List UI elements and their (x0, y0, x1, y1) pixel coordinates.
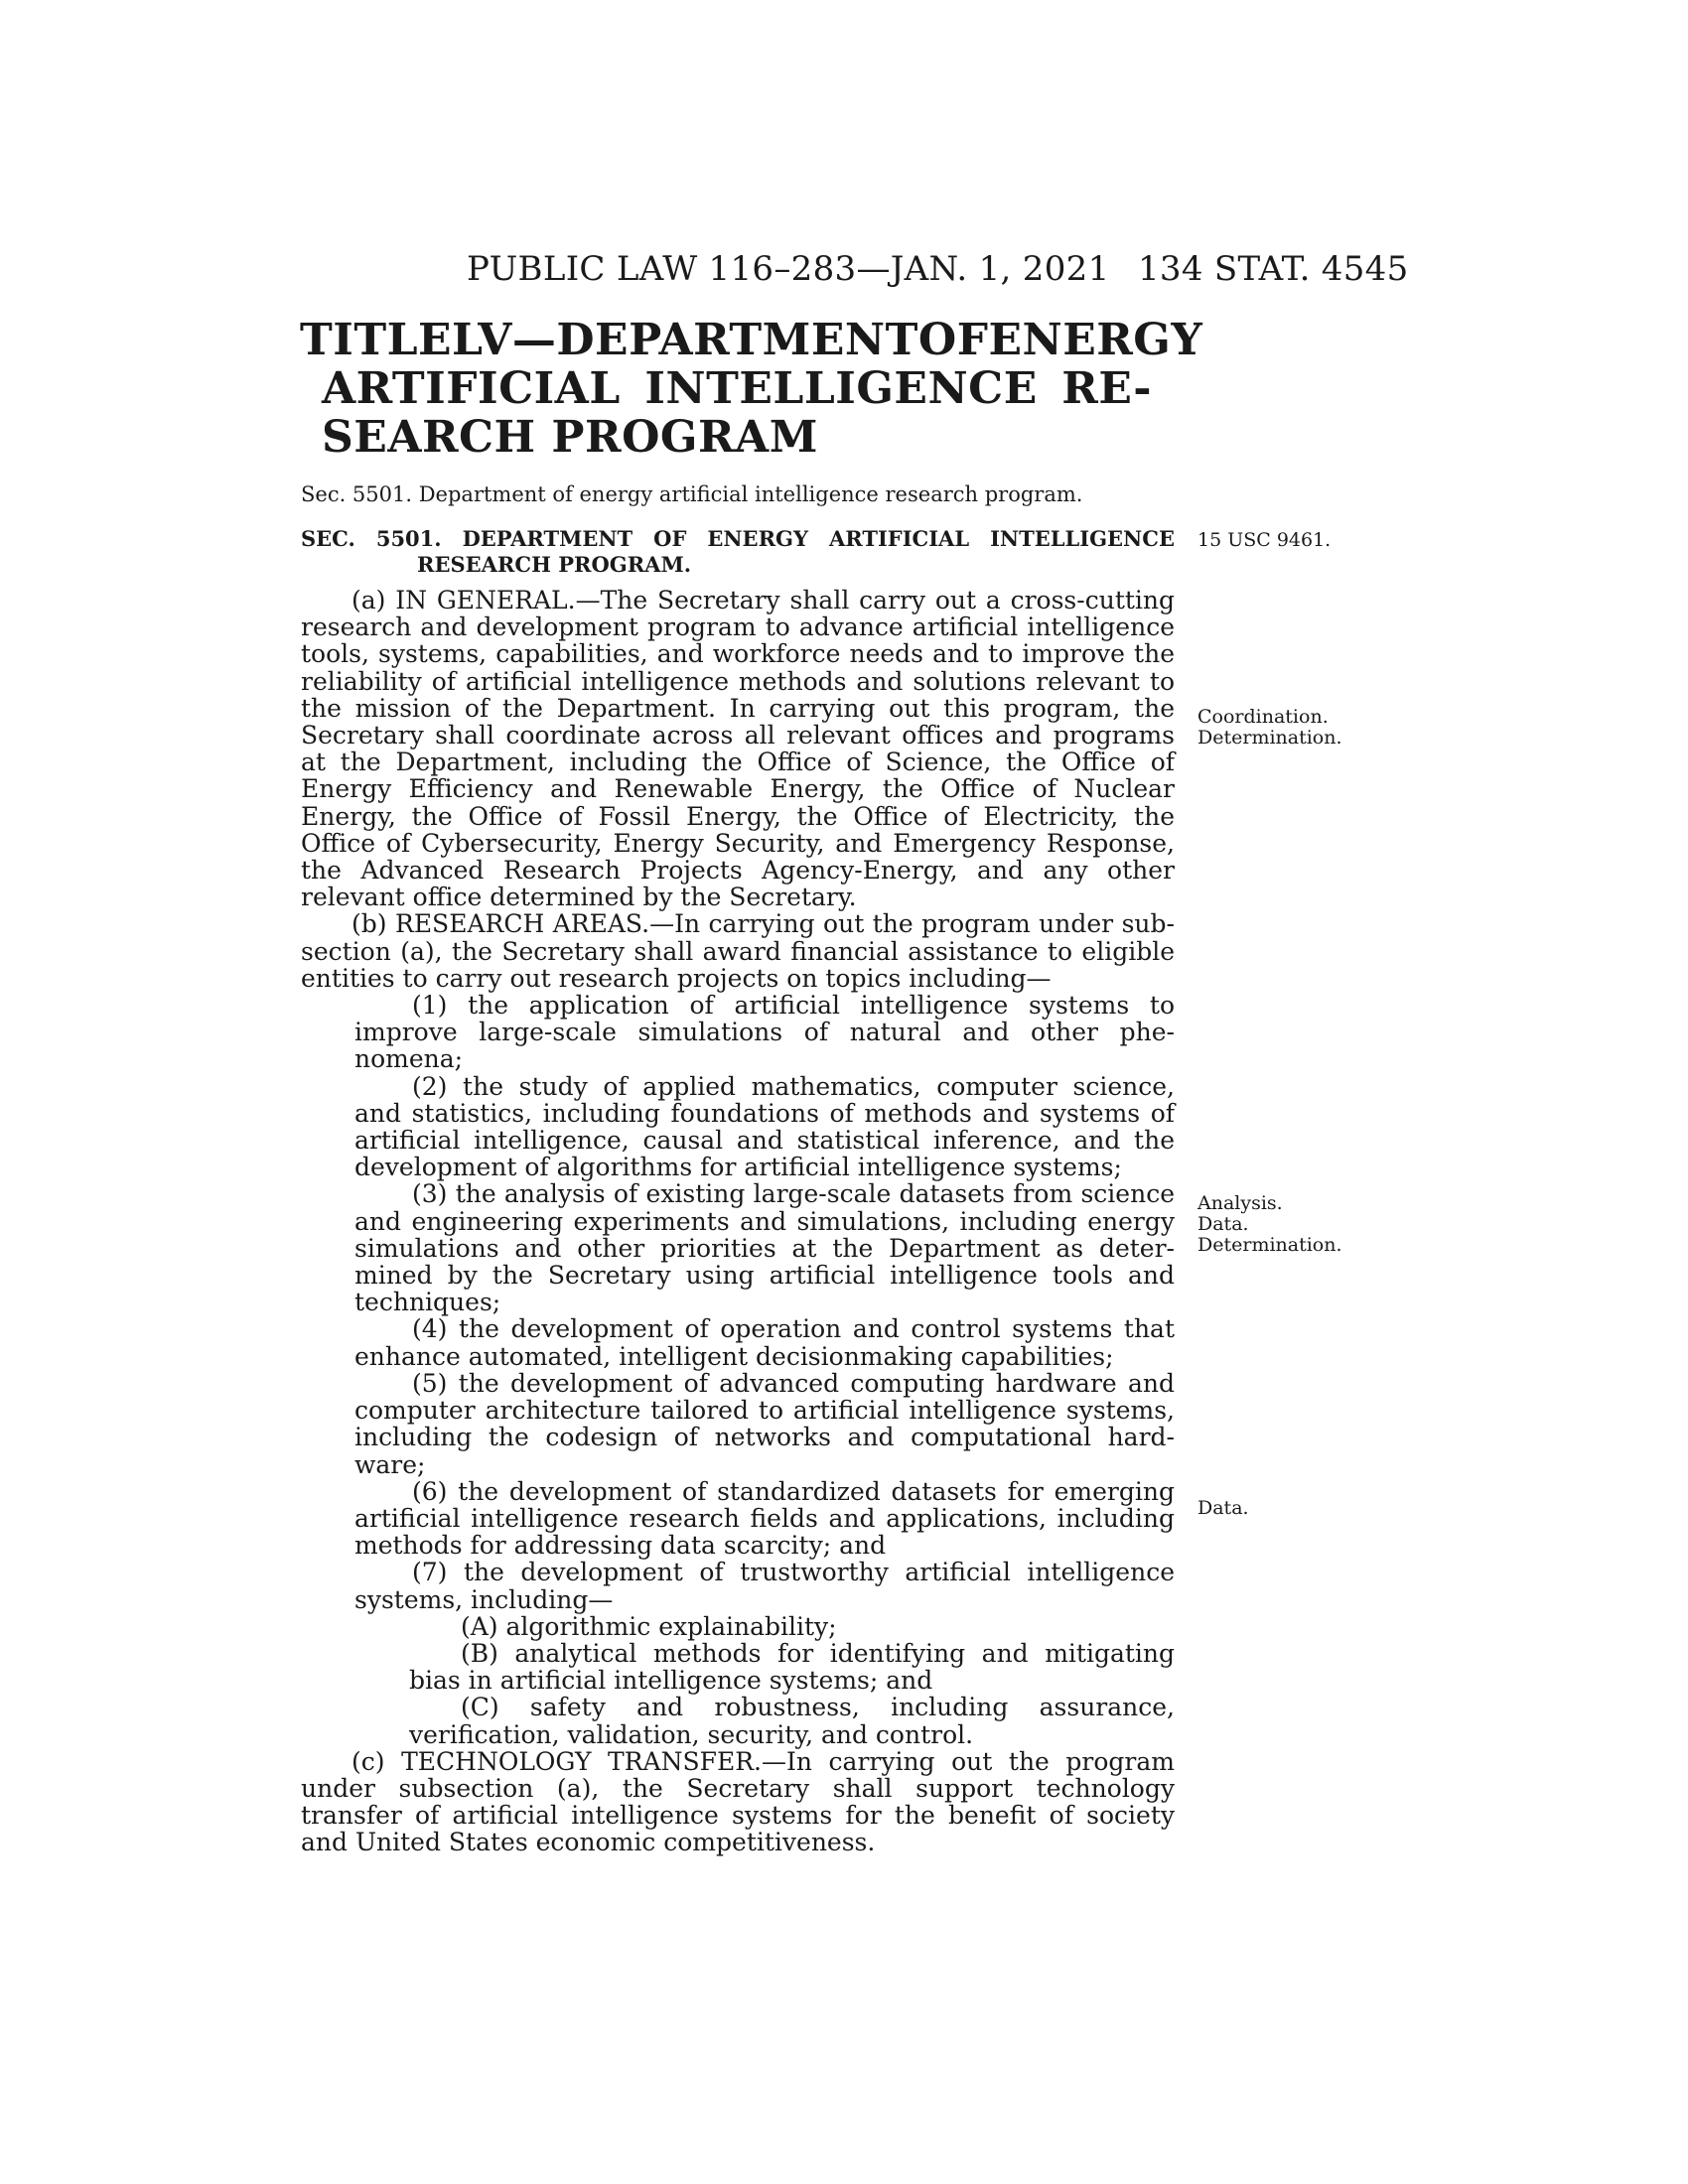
section-heading-word: DEPARTMENT (462, 526, 633, 551)
title-word: INTELLIGENCE (644, 363, 1038, 414)
subparagraph-item: (C) safety and robustness, including assurance, verification, validation, security, and control. (409, 1693, 1175, 1749)
section-heading-word: OF (653, 526, 687, 551)
paragraph-item: (7) the development of trustworthy artificial intelligence systems, including— (354, 1558, 1175, 1614)
subsection-text: —The Secretary shall carry out a cross-cutting research and development program to advance artificial intelligence tools, systems, capabilities, and workforce needs and to improve the reliability of artificial intelligence methods and solutions relevant to the mission of the Department. In carrying out this program, the Secretary shall coordinate across all relevant offices and programs at the Department, including the Office of Science, the Office of Energy Efficiency and Renewable Energy, the Office of Nuclear Energy, the Office of Fossil Energy, the Office of Electricity, the Office of Cybersecurity, Energy Security, and Emergency Response, the Advanced Research Projects Agency-Energy, and any other relevant office determined by the Secretary. (301, 586, 1176, 912)
subsection-label: (a) (352, 586, 396, 614)
title-line-1 (300, 315, 1203, 365)
margin-note-analysis (1197, 1193, 1396, 1256)
margin-note-data: Data. (1197, 1497, 1249, 1519)
paragraph-item: (3) the analysis of existing large-scale datasets from science and engineering experiments and simulations, including energy simulations and other priorities at the Department as determined by the Secretary using artificial intelligence tools and techniques; (354, 1179, 1175, 1317)
section-body (301, 587, 1175, 1856)
subsection-heading: N GENERAL. (405, 586, 576, 614)
title-word: LV—DEPARTMENT (452, 315, 918, 365)
subsection-a (301, 587, 1175, 910)
subsection-heading-initial: T (401, 1746, 418, 1776)
title-line-2 (322, 364, 1152, 413)
paragraph-item: (6) the development of standardized datasets for emerging artificial intelligence research fields and applications, including methods for addressing data scarcity; and (354, 1476, 1175, 1561)
section-heading-line-1 (301, 526, 1175, 552)
paragraph-item: (4) the development of operation and control systems that enhance automated, intelligent decisionmaking capabilities; (354, 1314, 1175, 1371)
subsection-label: (c) (352, 1746, 402, 1776)
table-of-contents-entry: Sec. 5501. Department of energy artificial intelligence research program. (301, 482, 1083, 506)
section-heading-line-2: RESEARCH PROGRAM. (417, 552, 692, 577)
title-word: RE- (1061, 363, 1152, 414)
subsection-heading: RANSFER. (624, 1746, 762, 1776)
margin-note-line: Determination. (1197, 1234, 1342, 1256)
running-header-left: PUBLIC LAW 116–283—JAN. 1, 2021 (467, 249, 1110, 289)
subsection-text: —In carrying out the program under subsection (a), the Secretary shall support technology transfer of artificial intelligence systems for the benefit of society and United States economic competitiveness. (301, 1746, 1175, 1857)
paragraph-item: (2) the study of applied mathematics, computer science, and statistics, including foundations of methods and systems of artificial intelligence, causal and statistical inference, and the development of algorithms for artificial intelligence systems; (354, 1071, 1175, 1182)
title-line-3: SEARCH PROGRAM (322, 412, 818, 463)
paragraph-item: (5) the development of advanced computing hardware and computer architecture tailored to artificial intelligence systems, including the codesign of networks and computational hardware; (354, 1368, 1175, 1479)
subparagraph-item: (A) algorithmic explainability; (461, 1611, 837, 1641)
margin-note-coordination (1197, 707, 1396, 749)
subsection-heading-initial: T (608, 1746, 625, 1776)
section-heading-word: INTELLIGENCE (990, 526, 1175, 551)
title-heading (300, 315, 1203, 463)
subparagraph-item: (B) analytical methods for identifying and mitigating bias in artificial intelligence systems; and (409, 1638, 1175, 1696)
margin-note-usc-citation: 15 USC 9461. (1197, 529, 1332, 551)
section-heading-word: ENERGY (707, 526, 808, 551)
subsection-heading-initial: R (394, 909, 414, 939)
title-word: OF (917, 315, 989, 365)
margin-note-line: Analysis. (1197, 1192, 1283, 1214)
section-heading-word: 5501. (375, 526, 442, 551)
section-heading-word: SEC. (301, 526, 355, 551)
title-word: ARTIFICIAL (322, 363, 621, 414)
subsection-c (301, 1748, 1175, 1856)
subsection-heading: ESEARCH AREAS. (413, 909, 650, 939)
section-heading-word: ARTIFICIAL (828, 526, 970, 551)
margin-note-line: Determination. (1197, 727, 1342, 749)
subsection-heading: ECHNOLOGY (417, 1746, 609, 1776)
title-word: ENERGY (988, 315, 1203, 365)
margin-note-line: Data. (1197, 1213, 1249, 1235)
title-line-2-wrap (300, 364, 1174, 413)
subsection-b (301, 910, 1175, 992)
paragraph-item: (1) the application of artificial intelligence systems to improve large-scale simulations of natural and other phenomena; (354, 991, 1175, 1074)
subsection-text: —In carrying out the program under subsection (a), the Secretary shall award financial assistance to eligible entities to carry out research projects on topics including— (301, 909, 1175, 993)
subsection-label: (b) (352, 909, 395, 939)
title-word: TITLE (300, 315, 453, 365)
margin-note-line: Coordination. (1197, 706, 1329, 728)
page-number-stat: 134 STAT. 4545 (1138, 249, 1409, 289)
subsection-heading-initial: I (395, 586, 406, 614)
section-heading (301, 526, 1175, 578)
